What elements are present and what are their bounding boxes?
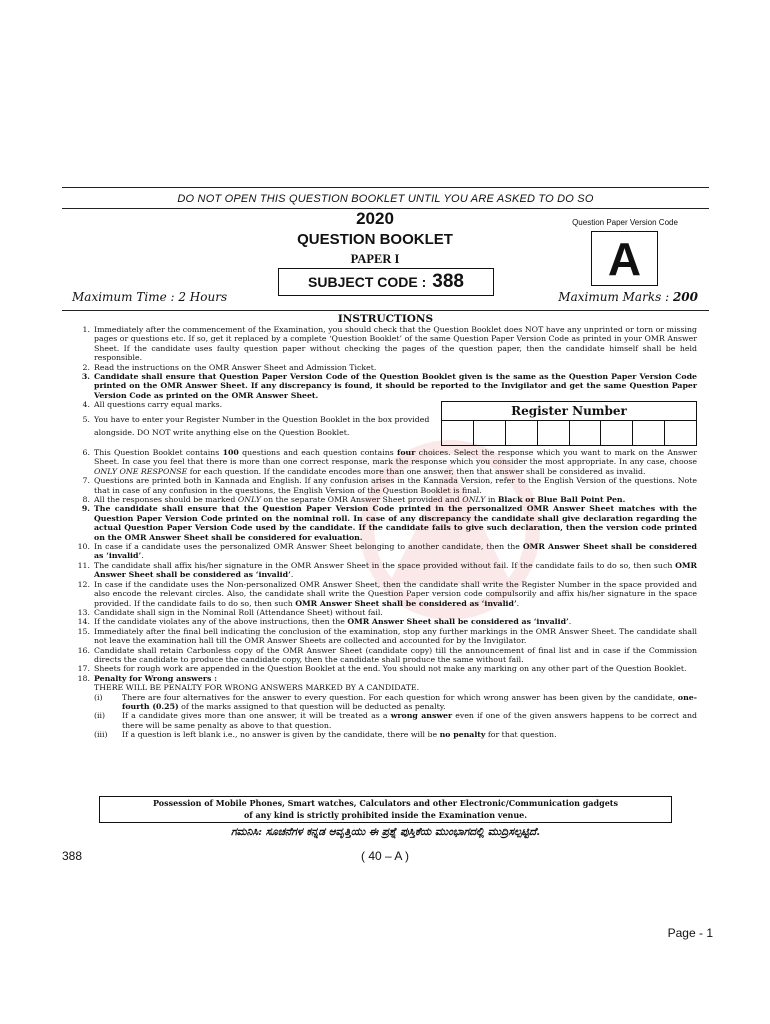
version-code-label: Question Paper Version Code	[572, 218, 678, 227]
register-digit-cell[interactable]	[442, 421, 474, 445]
max-marks	[558, 290, 698, 304]
instruction-11: 11. The candidate shall affix his/her signature in the OMR Answer Sheet in the space provided without fail. If the candidate fails to do so, then such OMR Answer Sheet shall be considered as ‘invalid’.	[77, 560, 697, 580]
instructions-list-top	[72, 325, 697, 410]
instruction-15: 15. Immediately after the final bell indicating the conclusion of the examination, stop any further markings in the OMR Answer Sheet. The candidate shall not leave the examination hall till the OMR Answer Sheets are collected and accounted for by the Invigilator.	[77, 626, 697, 646]
instruction-5: 5. You have to enter your Register Number in the Question Booklet in the box provided alongside. DO NOT write anything else on the Question Booklet.	[82, 415, 430, 437]
page-number: Page - 1	[667, 926, 713, 940]
instruction-10: 10. In case if a candidate uses the personalized OMR Answer Sheet belonging to another candidate, then the OMR Answer Sheet shall be considered as ‘invalid’.	[77, 542, 697, 561]
penalty-rule-3: (iii) If a question is left blank i.e., no answer is given by the candidate, there will be no penalty for that question.	[94, 730, 557, 740]
subject-code-box	[278, 268, 494, 296]
top-rule	[62, 187, 709, 188]
instruction-13: 13. Candidate shall sign in the Nominal Roll (Attendance Sheet) without fail.	[77, 607, 383, 617]
instructions-title: INSTRUCTIONS	[337, 313, 434, 325]
max-time: Maximum Time : 2 Hours	[72, 290, 228, 304]
instructions-list-bottom	[72, 448, 697, 740]
register-digit-cell[interactable]	[601, 421, 633, 445]
instruction-2: 2. Read the instructions on the OMR Answer Sheet and Admission Ticket.	[82, 362, 377, 372]
do-not-open-banner: DO NOT OPEN THIS QUESTION BOOKLET UNTIL YOU ARE ASKED TO DO SO	[177, 193, 594, 205]
instruction-1: 1. Immediately after the commencement of the Examination, you should check that the Question Booklet does NOT have any unprinted or torn or missing pages or questions etc. If so, get it replaced by a complete ‘Question Booklet’ of the same Question Paper Version Code as printed in your OMR Answer Sheet. If the candidate uses faulty question paper without checking the pages of the question paper, then the candidate himself shall be held responsible.	[82, 325, 697, 363]
subject-code-label: SUBJECT CODE :	[308, 274, 427, 290]
instruction-4: 4. All questions carry equal marks.	[82, 400, 223, 410]
register-digit-cell[interactable]	[474, 421, 506, 445]
footer-subject-code: 388	[62, 849, 83, 863]
exam-year: 2020	[356, 209, 394, 228]
booklet-title: QUESTION BOOKLET	[297, 231, 453, 248]
prohibited-items-notice	[99, 796, 672, 823]
instruction-12: 12. In case if the candidate uses the Non-personalized OMR Answer Sheet, then the candidate shall write the Register Number in the space provided and also encode the relevant circles. Also, the candidate shall write the Question Paper version code compulsorily and affix his/her signature in the space provided. If the candidate fails to do so, then such OMR Answer Sheet shall be considered as ‘invalid’.	[77, 579, 697, 608]
notice-line-1: Possession of Mobile Phones, Smart watches, Calculators and other Electronic/Communication gadgets	[152, 798, 619, 808]
register-digit-cell[interactable]	[633, 421, 665, 445]
instruction-7: 7. Questions are printed both in Kannada and English. If any confusion arises in the Kannada Version, refer to the English Version of the questions. Note that in case of any confusion in the questions, the English Version of the Question Booklet is final.	[82, 476, 697, 495]
register-digit-cell[interactable]	[538, 421, 570, 445]
instruction-14: 14. If the candidate violates any of the above instructions, then the OMR Answer Sheet shall be considered as ‘invalid’.	[77, 617, 572, 627]
register-digit-cell[interactable]	[506, 421, 538, 445]
max-marks-value: 200	[672, 290, 698, 304]
instruction-6: 6. This Question Booklet contains 100 questions and each question contains four choices. Select the response which you want to mark on the Answer Sheet. In case you feel that there is more than one correct response, mark the response which you consider the most appropriate. In any case, choose ONLY ONE RESPONSE for each question. If the candidate encodes more than one answer, then that answer shall be considered as invalid.	[82, 448, 697, 476]
register-digit-cell[interactable]	[665, 421, 696, 445]
version-code-box: A	[591, 231, 658, 286]
register-digit-cell[interactable]	[570, 421, 602, 445]
register-number-title: Register Number	[442, 402, 696, 421]
instruction-3: 3. Candidate shall ensure that Question Paper Version Code of the Question Booklet given is the same as the Question Paper Version Code printed on the OMR Answer Sheet. If any discrepancy is found, it should be reported to the Invigilator and get the same Question Paper Version Code as printed on the OMR Answer Sheet.	[81, 372, 697, 400]
footer-page-count: ( 40 – A )	[360, 849, 410, 863]
notice-line-2: of any kind is strictly prohibited inside the Examination venue.	[243, 809, 528, 820]
kannada-note: ಗಮನಿಸಿ: ಸೂಚನೆಗಳ ಕನ್ನಡ ಆವೃತ್ತಿಯು ಈ ಪ್ರಶ್ನೆ ಪುಸ್ತಿಕೆಯ ಮುಂಭಾಗದಲ್ಲಿ ಮುದ್ರಿಸಲ್ಪಟ್ಟಿದೆ.	[230, 826, 541, 838]
penalty-rule-1: (i) There are four alternatives for the answer to every question. For each question for which wrong answer has been given by the candidate, one-fourth (0.25) of the marks assigned to that question will be deducted as penalty.	[94, 692, 697, 711]
penalty-rule-2: (ii) If a candidate gives more than one answer, it will be treated as a wrong answer even if one of the given answers happens to be correct and there will be same penalty as above to that question.	[94, 711, 697, 730]
register-number-cells	[442, 421, 696, 445]
instruction-5-block	[72, 413, 442, 439]
instruction-8: 8. All the responses should be marked ONLY on the separate OMR Answer Sheet provided and ONLY in Black or Blue Ball Point Pen.	[82, 495, 626, 505]
instructions-rule	[62, 310, 709, 311]
instruction-9: 9. The candidate shall ensure that the Question Paper Version Code printed in the personalized OMR Answer Sheet matches with the Question Paper Version Code printed on the nominal roll. In case of any discrepancy the candidate shall give declaration regarding the actual Question Paper Version Code used by the candidate. If the candidate fails to give such declaration, then the version code printed on the OMR Answer Sheet shall be considered for evaluation.	[81, 504, 697, 542]
paper-label: PAPER I	[350, 252, 400, 266]
instruction-17: 17. Sheets for rough work are appended in the Question Booklet at the end. You should not make any marking on any other part of the Question Booklet.	[77, 664, 687, 674]
register-number-box	[441, 401, 697, 446]
max-marks-label: Maximum Marks :	[558, 290, 673, 304]
subject-code-value: 388	[432, 271, 464, 292]
instruction-18: 18. Penalty for Wrong answers : THERE WILL BE PENALTY FOR WRONG ANSWERS MARKED BY A CANDIDATE.	[77, 673, 420, 693]
instruction-16: 16. Candidate shall retain Carbonless copy of the OMR Answer Sheet (candidate copy) till the announcement of final list and in case if the Commission directs the candidate to produce the candidate copy, then the candidate shall produce the same without fail.	[77, 645, 697, 664]
